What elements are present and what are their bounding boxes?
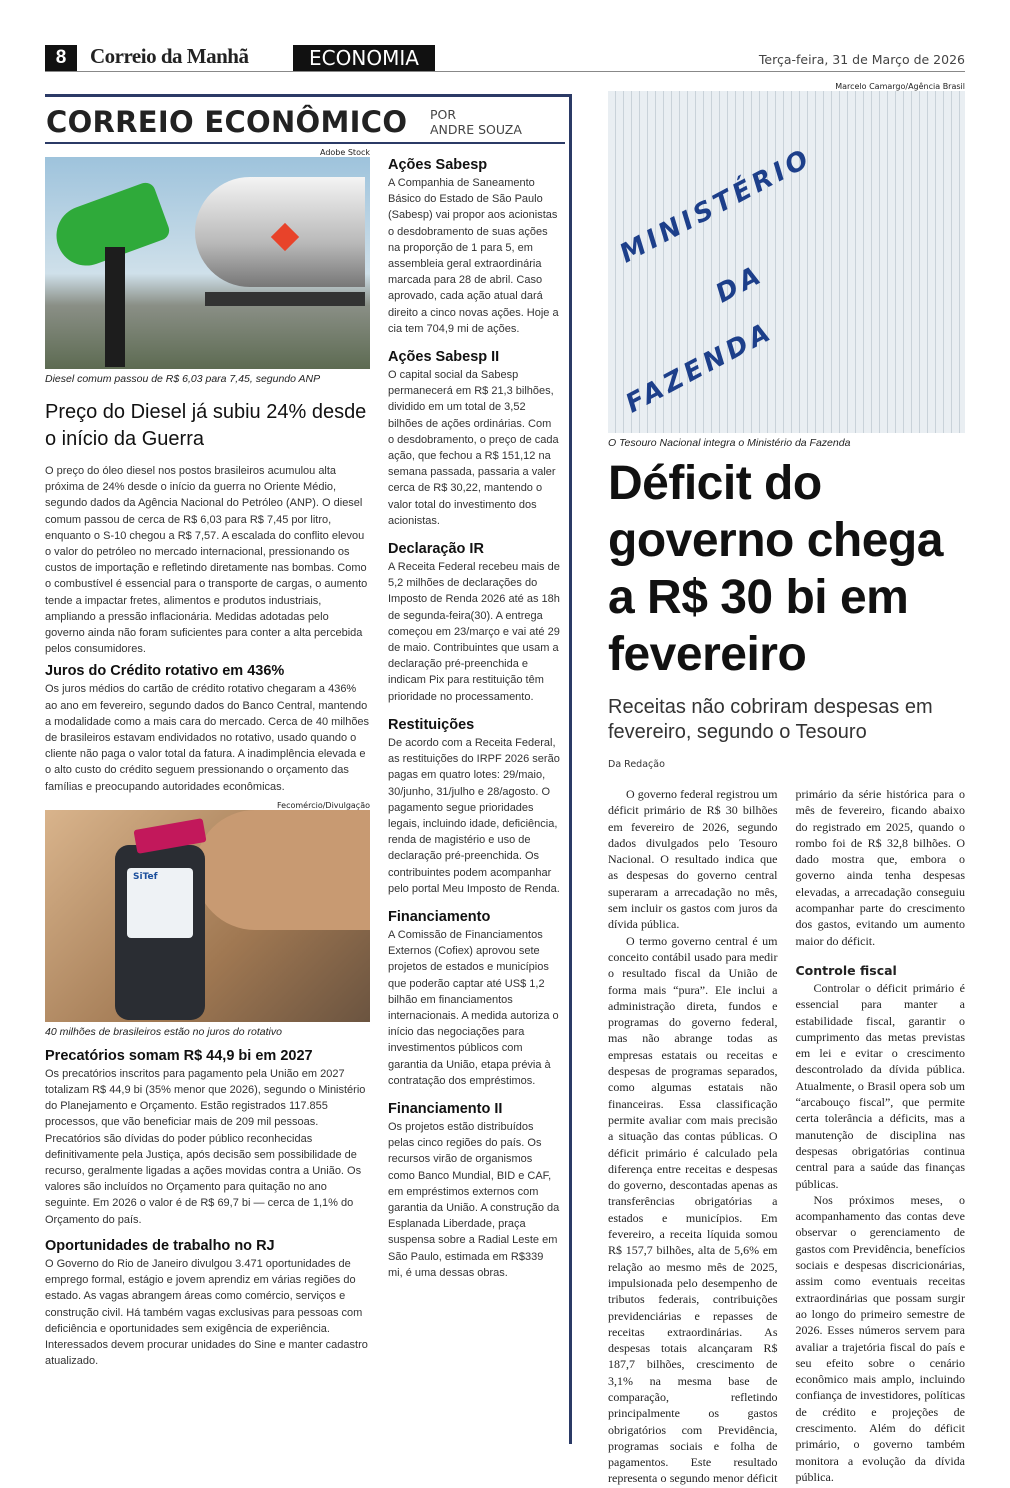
diesel-pump-photo — [45, 157, 370, 369]
photo-caption: 40 milhões de brasileiros estão no juros do rotativo — [45, 1025, 282, 1038]
byline-author: ANDRE SOUZA — [430, 122, 522, 137]
photo-caption: O Tesouro Nacional integra o Ministério da Fazenda — [608, 437, 851, 449]
note-title: Ações Sabesp — [388, 157, 488, 173]
newspaper-logo: Correio da Manhã — [90, 44, 249, 68]
sign-line: DA — [710, 259, 769, 310]
note-body: A Receita Federal recebeu mais de 5,2 milhões de declarações do Imposto de Renda 2026 até as 18h de segunda-feira(30). A entrega começou em 23/março e vai até 29 de maio. Contribuintes que usam a declaração pré-preenchida e indicam Pix para restituição têm prioridade no processamento. — [388, 561, 560, 703]
terminal-brand: SiTef — [133, 871, 158, 882]
note — [388, 909, 560, 1089]
main-article-body — [608, 786, 965, 1487]
note-title: Financiamento — [388, 908, 491, 925]
photo-credit: Marcelo Camargo/Agência Brasil — [835, 82, 965, 91]
page-number: 8 — [45, 45, 77, 71]
note — [388, 541, 560, 705]
sign-line: FAZENDA — [620, 316, 779, 420]
paragraph: Nos próximos meses, o acompanhamento das contas deve observar o gerenciamento de gastos com Previdência, benefícios sociais e despesas discricionárias, assim como eventuais receitas extraordinárias que possam surgir ao longo do primeiro semestre de 2026. Esses números servem para avaliar a trajetória fiscal do país e seu efeito sobre o cenário econômico mais amplo, incluindo confiança de investidores, políticas de crédito e projeções de crescimento. Além do déficit primário, o governo também monitora a evolução da dívida pública. — [795, 1192, 965, 1484]
sign-line: MINISTÉRIO — [614, 142, 818, 270]
issue-date: Terça-feira, 31 de Março de 2026 — [758, 52, 965, 67]
section-label: ECONOMIA — [293, 45, 435, 71]
article-title: Preço do Diesel já subiu 24% desde o início da Guerra — [45, 401, 367, 450]
note-title: Restituições — [388, 716, 475, 733]
note-body: A Companhia de Saneamento Básico do Estado de São Paulo (Sabesp) vai propor aos acionistas o desdobramento de suas ações na proporção de 1 para 5, em assembleia geral extraordinária marcada para 28 de abril. Caso aprovado, cada ação atual dará direito a cinco novas ações. Hoje a cia tem 704,9 mi de ações. — [388, 177, 559, 335]
header-divider — [45, 71, 965, 72]
main-subhead: Receitas não cobriram despesas em fevereiro, segundo o Tesouro — [608, 696, 933, 743]
note — [388, 157, 560, 337]
column-title: CORREIO ECONÔMICO — [46, 105, 408, 139]
note-title: Financiamento II — [388, 1100, 503, 1117]
article-title: Juros do Crédito rotativo em 436% — [45, 663, 285, 680]
note-body: Os projetos estão distribuídos pelas cinco regiões do país. Os recursos virão de organismos como Banco Mundial, BID e CAF, em empréstimos externos com garantia da União. A construção da Esplanada Liberdade, praça suspensa sobre a Radial Leste em São Paulo, estimada em R$339 mi, é uma dessas obras. — [388, 1120, 560, 1279]
photo-credit: Adobe Stock — [320, 148, 370, 157]
main-story — [608, 82, 965, 1487]
paragraph: O governo federal registrou um déficit primário de R$ 30 bilhões em fevereiro de 2026, segundo dados divulgados pelo Tesouro Nacional. O resultado indica que as despesas do governo central superaram a arrecadação no mês, sem incluir os gastos com juros da dívida pública. — [608, 787, 778, 932]
column-byline — [430, 107, 522, 137]
paragraph: Controlar o déficit primário é essencial para manter a estabilidade fiscal, garantir o cumprimento das metas previstas em lei e evitar o crescimento descontrolado da dívida pública. Atualmente, o Brasil opera sob um “arcabouço fiscal”, que permite certa tolerância a déficits, mas a manutenção de disciplina nas despesas obrigatórias continua central para a saúde das finanças públicas. — [795, 980, 965, 1191]
article-body: O Governo do Rio de Janeiro divulgou 3.471 oportunidades de emprego formal, estágio e jovem aprendiz em várias regiões do estado. As vagas abrangem áreas como comércio, serviços e construção civil. Há também vagas exclusivas para pessoas com deficiência e oportunidades sem exigência de experiência. Interessados devem procurar unidades do Sine e manter cadastro atualizado. — [45, 1257, 368, 1368]
main-headline: Déficit do governo chega a R$ 30 bi em fevereiro — [608, 457, 943, 681]
column-title-rule — [45, 142, 565, 144]
paragraph: O termo governo central é um conceito contábil usado para medir o resultado fiscal da União de forma mais “pura”. Ele inclui a administração direta, fundos e programas do governo federal, mas não abrange todas as empresas estatais ou receitas e despesas de programas separados, como algumas estatais não financeiras. Essa classificação permite avaliar com mais precisão a situação das contas públicas. O déficit primário é calculado pela diferença entre receitas e despesas do governo, descontadas apenas as transferências obrigatórias a estados e municípios. Em fevereiro, a receita líquida somou R$ 157,7 bilhões, alta de 5,6% em relação ao mesmo mês de 2025, impulsionada pelo desempenho de tributos federais, contribuições previdenciárias e repasses de receitas extraordinárias. As despesas totais alcançaram R$ 187,7 bilhões, crescimento de 3,1% na mesma base de comparação, refletindo principalmente os gastos obrigatórios com Previdência, programas sociais e folha de pagamentos. Este resultado representa o segundo menor déficit primário da série histórica para o mês de fevereiro, ficando abaixo do registrado em 2025, quando o rombo foi de R$ 32,8 bilhões. O dado mostra que, embora o governo ainda tenha despesas elevadas, a arrecadação conseguiu acompanhar parte do crescimento dos gastos, evitando um aumento maior do déficit. — [608, 787, 965, 1486]
note — [388, 349, 560, 529]
left-column — [45, 148, 370, 1375]
subheading: Controle fiscal — [795, 962, 897, 978]
note-body: De acordo com a Receita Federal, as restituições do IRPF 2026 serão pagas em quatro lotes: 29/maio, 30/junho, 31/julho e 28/agosto. O pagamento segue prioridades legais, incluindo idade, deficiência, renda de magistério e uso de declaração pré-preenchida. Os contribuintes podem acompanhar pelo portal Meu Imposto de Renda. — [388, 736, 560, 895]
byline: Da Redação — [608, 759, 665, 770]
photo-caption: Diesel comum passou de R$ 6,03 para 7,45, segundo ANP — [45, 373, 321, 385]
byline-por: POR — [430, 107, 457, 122]
article-body: Os juros médios do cartão de crédito rotativo chegaram a 436% ao ano em fevereiro, segundo dados do Banco Central, mantendo a modalidade como a mais cara do mercado. Cerca de 40 milhões de brasileiros estavam endividados no rotativo, usado quando o cliente não paga o valor total da fatura. A inadimplência elevada e o alto custo do crédito seguem pressionando o orçamento das famílias e preocupando autoridades econômicas. — [45, 683, 370, 793]
card-terminal-photo — [45, 810, 370, 1022]
article-title: Oportunidades de trabalho no RJ — [45, 1237, 275, 1254]
notes-column — [388, 157, 560, 1293]
article-title: Precatórios somam R$ 44,9 bi em 2027 — [45, 1047, 313, 1064]
note-body: O capital social da Sabesp permanecerá em R$ 21,3 bilhões, dividido em um total de 3,52 bilhões de ações ordinárias. Com o desdobramento, o preço de cada ação, que fechou a R$ 151,12 na semana passada, passaria a valer cerca de R$ 30,22, mantendo o valor total do investimento dos acionistas. — [388, 369, 559, 527]
article-body: O preço do óleo diesel nos postos brasileiros acumulou alta próxima de 24% desde o início da guerra no Oriente Médio, segundo dados da Agência Nacional do Petróleo (ANP). O diesel comum passou de cerca de R$ 6,03 para R$ 7,45 por litro, enquanto o S-10 chegou a R$ 7,57. A escalada do conflito elevou o valor do petróleo no mercado internacional, pressionando os custos de importação e refletindo diretamente nas bombas. Como o combustível é essencial para o transporte de cargas, o aumento tende a impactar fretes, alimentos e produtos industriais, ampliando a pressão inflacionária. Medidas adotadas pelo governo ainda não foram suficientes para conter a alta percebida pelos consumidores. — [45, 465, 368, 656]
note — [388, 717, 560, 897]
note-body: A Comissão de Financiamentos Externos (Cofiex) aprovou sete projetos de estados e municípios que poderão captar até US$ 1,2 bilhão em financiamentos internacionais. A medida autoriza o início das negociações para investimentos públicos com garantia da União, etapa prévia à contratação dos empréstimos. — [388, 928, 559, 1087]
note-title: Declaração IR — [388, 541, 484, 558]
ministry-building-photo — [608, 91, 965, 433]
photo-credit: Fecomércio/Divulgação — [276, 800, 370, 810]
note-title: Ações Sabesp II — [388, 349, 500, 366]
article-body: Os precatórios inscritos para pagamento pela União em 2027 totalizam R$ 44,9 bi (35% menor que 2026), segundo o Ministério do Planejamento e Orçamento. Estão registrados 117.855 processos, que vão beneficiar mais de 209 mil pessoas. Precatórios são dívidas do poder público reconhecidas definitivamente pela Justiça, após decisão sem possibilidade de recurso, geralmente ligadas a ações movidas contra a União. Os valores são incluídos no Orçamento para quitação no ano seguinte. Em 2026 o valor é de R$ 69,7 bi — cerca de 1,1% do Orçamento do país. — [45, 1067, 366, 1226]
note — [388, 1101, 560, 1281]
